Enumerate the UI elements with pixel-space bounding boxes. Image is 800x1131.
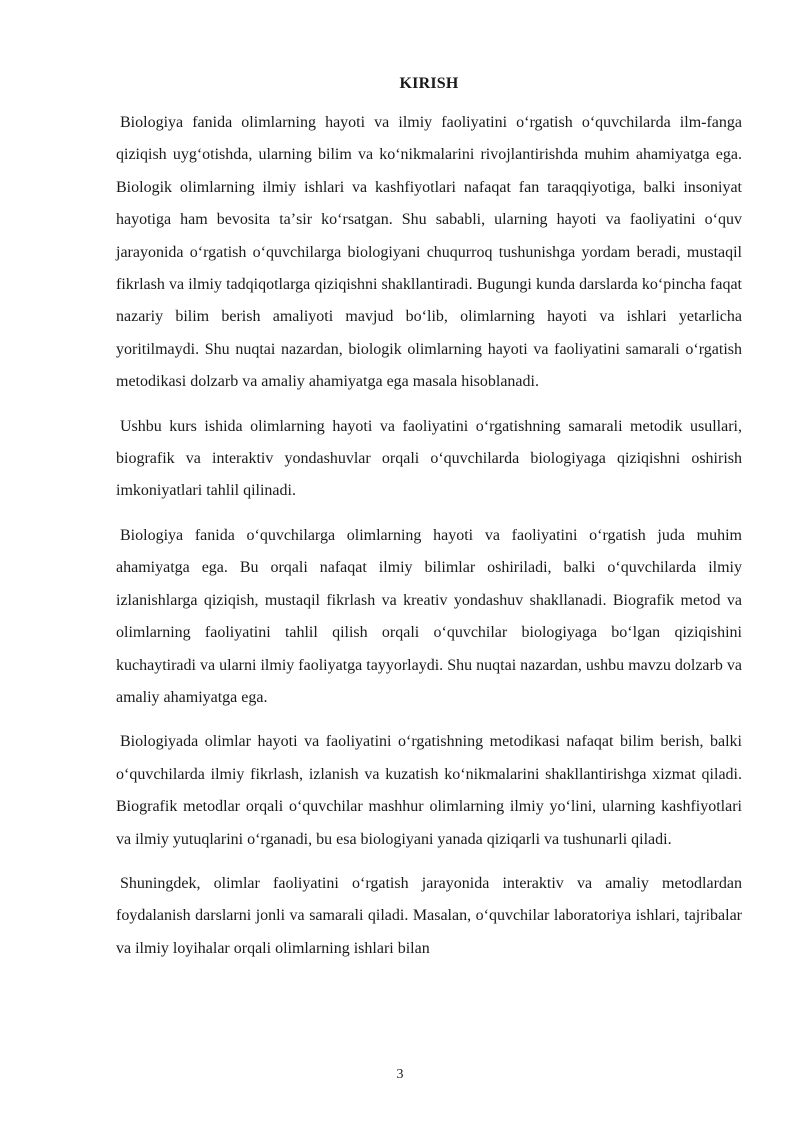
paragraph-5: Shuningdek, olimlar faoliyatini oʻrgatish jarayonida interaktiv va amaliy metodlardan foydalanish darslarni jonli va samarali qiladi. Masalan, oʻquvchilar laboratoriya ishlari, tajribalar va ilmiy loyihalar orqali olimlarning ishlari bilan bbox=[116, 874, 742, 957]
paragraph-3: Biologiya fanida oʻquvchilarga olimlarning hayoti va faoliyatini oʻrgatish juda muhim ahamiyatga ega. Bu orqali nafaqat ilmiy bilimlar oshiriladi, balki oʻquvchilarda ilmiy izlanishlarga qiziqish, mustaqil fikrlash va kreativ yondashuv shakllanadi. Biografik metod va olimlarning faoliyatini tahlil qilish orqali oʻquvchilar biologiyaga boʻlgan qiziqishini kuchaytiradi va ularni ilmiy faoliyatga tayyorlaydi. Shu nuqtai nazardan, ushbu mavzu dolzarb va amaliy ahamiyatga ega. bbox=[116, 526, 742, 706]
section-title: KIRISH bbox=[399, 75, 459, 92]
page-number: 3 bbox=[396, 1067, 404, 1082]
paragraph-4: Biologiyada olimlar hayoti va faoliyatini oʻrgatishning metodikasi nafaqat bilim berish, balki oʻquvchilarda ilmiy fikrlash, izlanish va kuzatish koʻnikmalarini shakllantirishga xizmat qiladi. Biografik metodlar orqali oʻquvchilar mashhur olimlarning ilmiy yoʻlini, ularning kashfiyotlari va ilmiy yutuqlarini oʻrganadi, bu esa biologiyani yanada qiziqarli va tushunarli qiladi. bbox=[116, 733, 742, 848]
paragraph-2: Ushbu kurs ishida olimlarning hayoti va faoliyatini oʻrgatishning samarali metodik usullari, biografik va interaktiv yondashuvlar orqali oʻquvchilarda biologiyaga qiziqishni oshirish imkoniyatlari tahlil qilinadi. bbox=[116, 417, 742, 500]
paragraph-1: Biologiya fanida olimlarning hayoti va ilmiy faoliyatini oʻrgatish oʻquvchilarda ilm-fanga qiziqish uygʻotishda, ularning bilim va koʻnikmalarini rivojlantirishda muhim ahamiyatga ega. Biologik olimlarning ilmiy ishlari va kashfiyotlari nafaqat fan taraqqiyotiga, balki insoniyat hayotiga ham bevosita taʼsir koʻrsatgan. Shu sababli, ularning hayoti va faoliyatini oʻquv jarayonida oʻrgatish oʻquvchilarga biologiyani chuqurroq tushunishga yordam beradi, mustaqil fikrlash va ilmiy tadqiqotlarga qiziqishni shakllantiradi. Bugungi kunda darslarda koʻpincha faqat nazariy bilim berish amaliyoti mavjud boʻlib, olimlarning hayoti va ishlari yetarlicha yoritilmaydi. Shu nuqtai nazardan, biologik olimlarning hayoti va faoliyatini samarali oʻrgatish metodikasi dolzarb va amaliy ahamiyatga ega masala hisoblanadi. bbox=[116, 114, 742, 391]
